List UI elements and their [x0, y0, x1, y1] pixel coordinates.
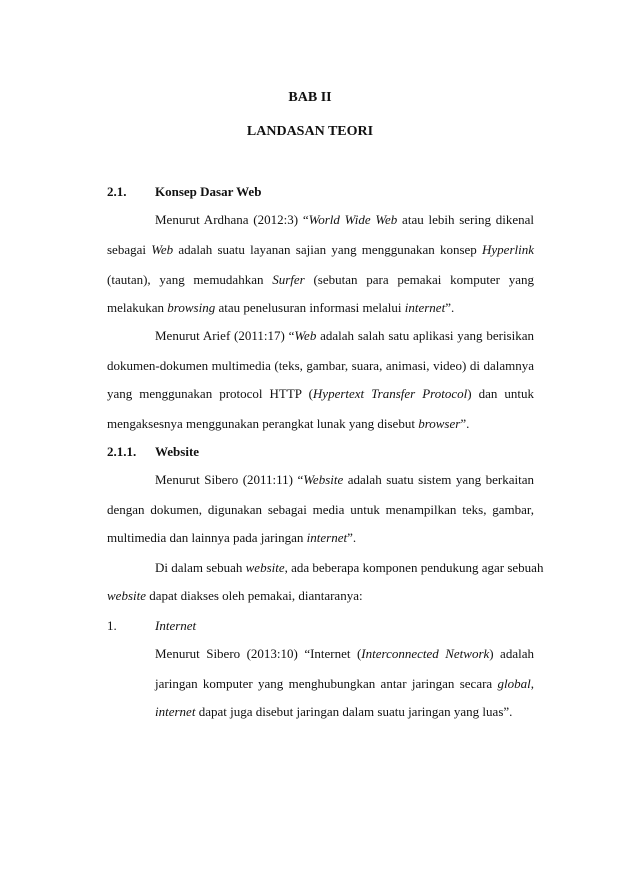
section-number: 2.1.: [107, 184, 127, 199]
paragraph-line: sebagai Web adalah suatu layanan sajian yang menggunakan konsep Hyperlink: [107, 242, 534, 257]
subsection-title: Website: [155, 444, 200, 459]
paragraph-line: Menurut Ardhana (2012:3) “World Wide Web atau lebih sering dikenal: [155, 212, 534, 227]
list-number: 1.: [107, 618, 117, 633]
chapter-title: LANDASAN TEORI: [246, 124, 374, 139]
paragraph-line: yang menggunakan protocol HTTP (Hypertext Transfer Protocol) dan untuk: [107, 386, 534, 401]
paragraph-line: jaringan komputer yang menghubungkan antar jaringan secara global,: [155, 676, 534, 691]
paragraph-line: mengaksesnya menggunakan perangkat lunak yang disebut browser”.: [107, 416, 470, 431]
paragraph-line: (tautan), yang memudahkan Surfer (sebutan para pemakai komputer yang: [107, 272, 534, 287]
paragraph-line: melakukan browsing atau penelusuran informasi melalui internet”.: [107, 300, 455, 315]
paragraph-line: website dapat diakses oleh pemakai, diantaranya:: [107, 588, 363, 603]
paragraph-line: Menurut Arief (2011:17) “Web adalah salah satu aplikasi yang berisikan: [155, 328, 534, 343]
paragraph-line: Menurut Sibero (2013:10) “Internet (Interconnected Network) adalah: [155, 646, 534, 661]
chapter-number: BAB II: [288, 90, 332, 105]
paragraph-line: Di dalam sebuah website, ada beberapa komponen pendukung agar sebuah: [155, 560, 544, 575]
paragraph-line: multimedia dan lainnya pada jaringan internet”.: [107, 530, 357, 545]
paragraph-line: internet dapat juga disebut jaringan dalam suatu jaringan yang luas”.: [155, 704, 513, 719]
list-title: Internet: [155, 618, 197, 633]
paragraph-line: Menurut Sibero (2011:11) “Website adalah suatu sistem yang berkaitan: [155, 472, 534, 487]
section-title: Konsep Dasar Web: [155, 184, 262, 199]
paragraph-line: dokumen-dokumen multimedia (teks, gambar, suara, animasi, video) di dalamnya: [107, 358, 534, 373]
paragraph-line: dengan dokumen, digunakan sebagai media untuk menampilkan teks, gambar,: [107, 502, 534, 517]
subsection-number: 2.1.1.: [107, 444, 137, 459]
